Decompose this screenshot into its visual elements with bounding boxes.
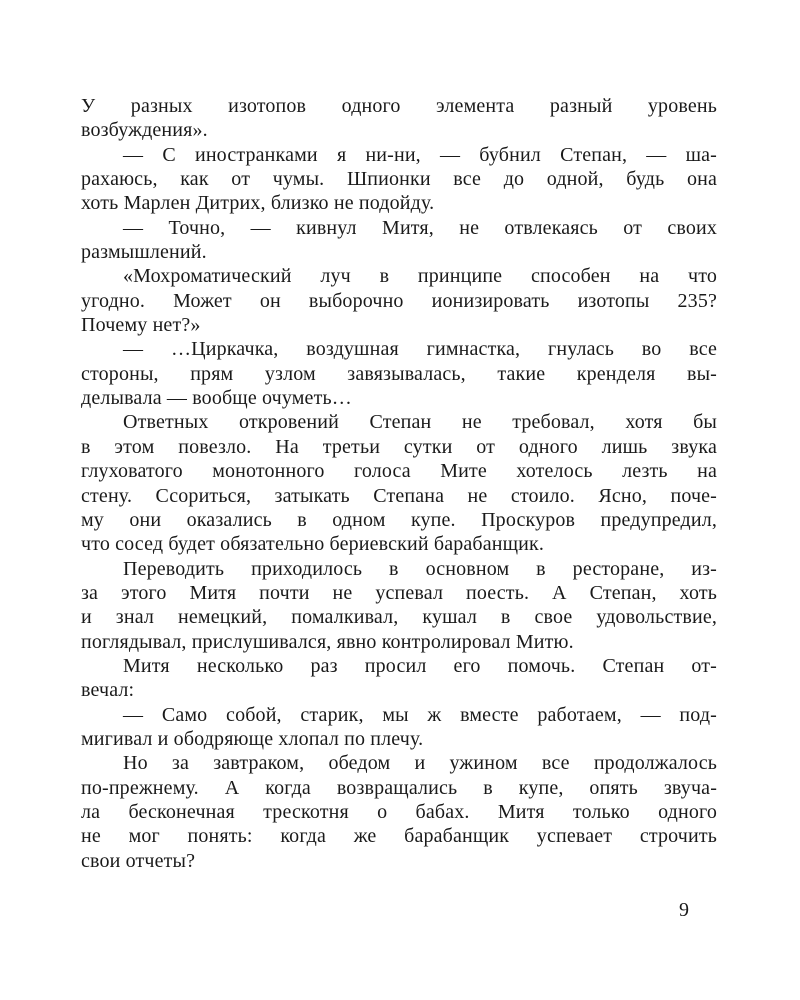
text-line: Но за завтраком, обедом и ужином все продолжалось xyxy=(123,752,717,775)
page-number: 9 xyxy=(679,899,689,921)
text-line: Митя несколько раз просил его помочь. Степан от- xyxy=(123,654,717,677)
text-line: — …Циркачка, воздушная гимнастка, гнулась во все xyxy=(123,338,717,361)
text-line: поглядывал, прислушивался, явно контролировал Митю. xyxy=(81,630,574,653)
text-line: хоть Марлен Дитрих, близко не подойду. xyxy=(81,192,435,215)
text-line: «Мохроматический луч в принципе способен на что xyxy=(123,265,717,288)
text-line: угодно. Может он выборочно ионизировать изотопы 235? xyxy=(81,289,717,312)
text-line: му они оказались в одном купе. Проскуров предупредил, xyxy=(81,508,717,531)
text-line: — Точно, — кивнул Митя, не отвлекаясь от своих xyxy=(123,216,717,239)
text-line: ла бесконечная трескотня о бабах. Митя только одного xyxy=(81,800,717,823)
text-line: и знал немецкий, помалкивал, кушал в свое удовольствие, xyxy=(81,606,717,629)
text-line: — Само собой, старик, мы ж вместе работаем, — под- xyxy=(123,703,717,726)
text-line: Ответных откровений Степан не требовал, хотя бы xyxy=(123,411,717,434)
text-line: Переводить приходилось в основном в ресторане, из- xyxy=(123,557,717,580)
text-line: делывала — вообще очуметь… xyxy=(81,387,352,410)
body-text xyxy=(81,94,717,873)
text-line: глуховатого монотонного голоса Мите хотелось лезть на xyxy=(81,460,717,483)
text-line: Почему нет?» xyxy=(81,314,201,337)
text-line: свои отчеты? xyxy=(81,849,196,872)
text-line: размышлений. xyxy=(81,241,207,264)
text-line: что сосед будет обязательно бериевский барабанщик. xyxy=(81,533,545,556)
text-line: стену. Ссориться, затыкать Степана не стоило. Ясно, поче- xyxy=(81,484,717,507)
text-line: стороны, прям узлом завязывалась, такие кренделя вы- xyxy=(81,362,717,385)
text-line: У разных изотопов одного элемента разный уровень xyxy=(81,95,717,117)
text-line: мигивал и ободряюще хлопал по плечу. xyxy=(81,727,424,750)
text-line: рахаюсь, как от чумы. Шпионки все до одной, будь она xyxy=(81,168,717,191)
text-line: по-прежнему. А когда возвращались в купе, опять звуча- xyxy=(81,776,717,799)
text-line: — С иностранками я ни-ни, — бубнил Степан, — ша- xyxy=(123,143,717,166)
text-line: не мог понять: когда же барабанщик успевает строчить xyxy=(81,825,717,848)
text-line: за этого Митя почти не успевал поесть. А Степан, хоть xyxy=(81,581,717,604)
text-line: в этом повезло. На третьи сутки от одного лишь звука xyxy=(81,435,717,458)
text-line: вечал: xyxy=(81,679,135,702)
text-line: возбуждения». xyxy=(81,119,208,142)
